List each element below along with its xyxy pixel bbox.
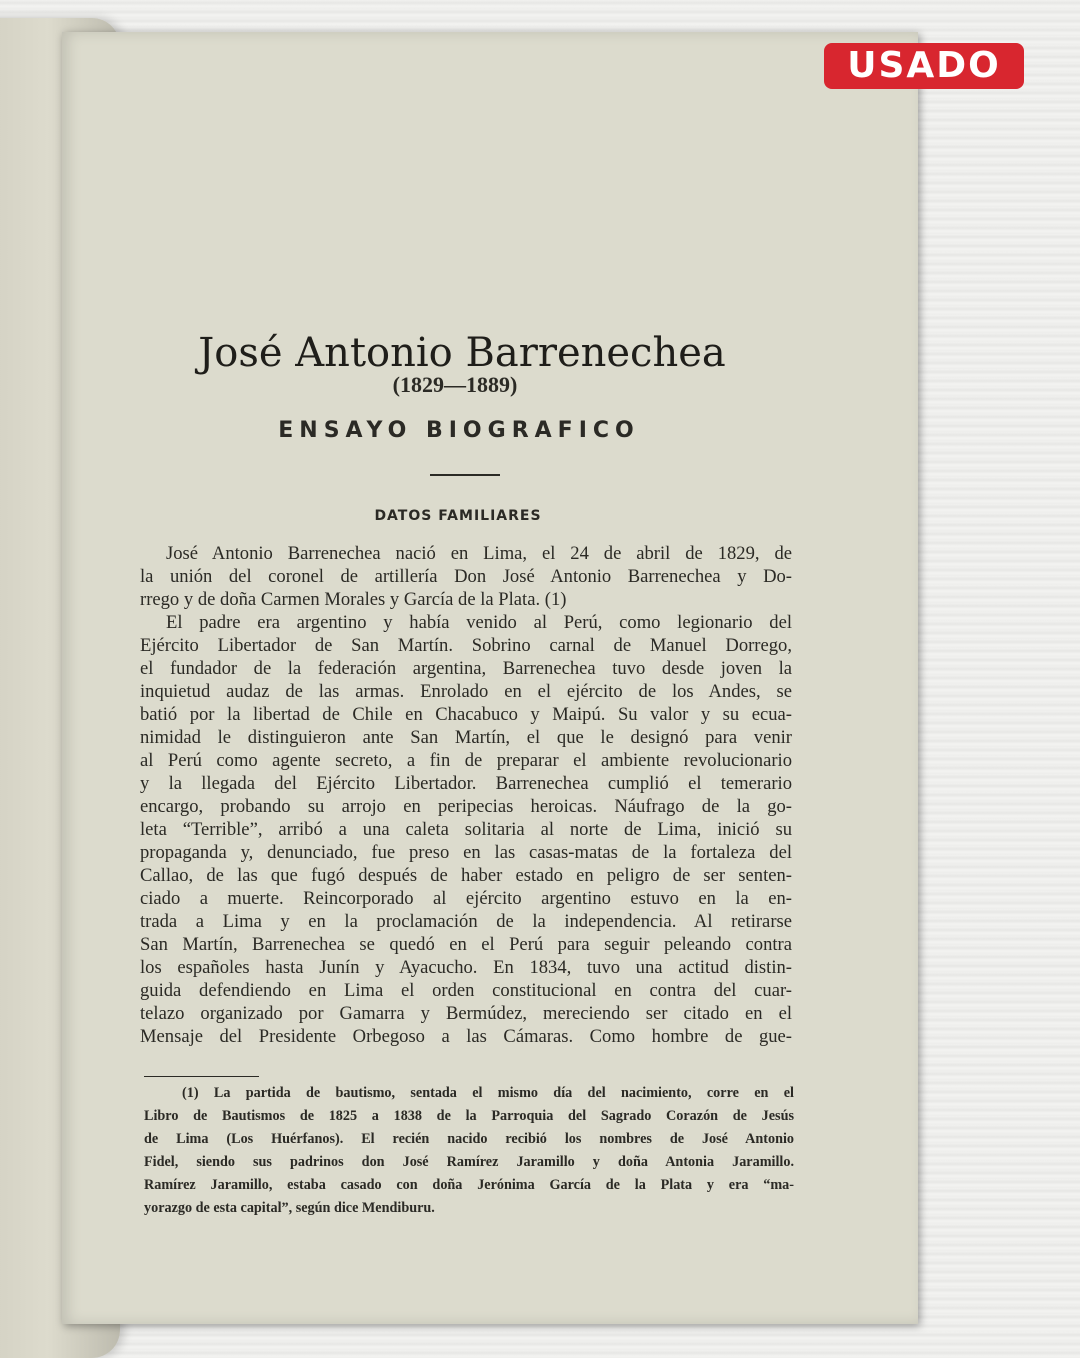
footnote-line: Libro de Bautismos de 1825 a 1838 de la Parroquia del Sagrado Corazón de Jesús (144, 1108, 794, 1124)
book-page (62, 32, 918, 1324)
footnote-line: (1) La partida de bautismo, sentada el mismo día del nacimiento, corre en el (182, 1085, 794, 1101)
footnote-line: Fidel, siendo sus padrinos don José Ramírez Jaramillo y doña Antonia Jaramillo. (144, 1154, 794, 1170)
body-line: y la llegada del Ejército Libertador. Barrenechea cumplió el temerario (140, 773, 792, 794)
subtitle: ENSAYO BIOGRAFICO (278, 418, 640, 443)
body-line: José Antonio Barrenechea nació en Lima, el 24 de abril de 1829, de (166, 543, 792, 564)
body-line: inquietud audaz de las armas. Enrolado en el ejército de los Andes, se (140, 681, 792, 702)
body-line: los españoles hasta Junín y Ayacucho. En 1834, tuvo una actitud distin- (140, 957, 792, 978)
body-line: Mensaje del Presidente Orbegoso a las Cámaras. Como hombre de gue- (140, 1026, 792, 1047)
life-dates: (1829—1889) (392, 372, 518, 397)
footnote-line: yorazgo de esta capital”, según dice Mendiburu. (144, 1200, 435, 1216)
body-line: El padre era argentino y había venido al Perú, como legionario del (166, 612, 792, 633)
body-line: rrego y de doña Carmen Morales y García de la Plata. (1) (140, 589, 567, 610)
body-line: batió por la libertad de Chile en Chacabuco y Maipú. Su valor y su ecua- (140, 704, 792, 725)
body-line: San Martín, Barrenechea se quedó en el Perú para seguir peleando contra (140, 934, 792, 955)
page-title: José Antonio Barrenechea (198, 330, 726, 376)
body-text (140, 542, 792, 1048)
body-line: la unión del coronel de artillería Don José Antonio Barrenechea y Do- (140, 566, 792, 587)
title-divider (430, 474, 500, 476)
body-line: trada a Lima y en la proclamación de la independencia. Al retirarse (140, 911, 792, 932)
footnote-line: Ramírez Jaramillo, estaba casado con doña Jerónima García de la Plata y era “ma- (144, 1177, 794, 1193)
body-line: encargo, probando su arrojo en peripecias heroicas. Náufrago de la go- (140, 796, 792, 817)
section-heading: DATOS FAMILIARES (374, 508, 542, 524)
body-line: Ejército Libertador de San Martín. Sobrino carnal de Manuel Dorrego, (140, 635, 792, 656)
body-line: propaganda y, denunciado, fue preso en las casas-matas de la fortaleza del (140, 842, 792, 863)
body-line: nimidad le distinguieron ante San Martín, el que le designó para venir (140, 727, 792, 748)
body-line: leta “Terrible”, arribó a una caleta solitaria al norte de Lima, inició su (140, 819, 792, 840)
body-line: guida defendiendo en Lima el orden constitucional en contra del cuar- (140, 980, 792, 1001)
footnote (144, 1082, 794, 1220)
body-line: ciado a muerte. Reincorporado al ejército argentino estuvo en la en- (140, 888, 792, 909)
used-condition-badge: USADO (824, 43, 1024, 89)
body-line: telazo organizado por Gamarra y Bermúdez, mereciendo ser citado en el (140, 1003, 792, 1024)
footnote-divider (144, 1076, 259, 1077)
footnote-line: de Lima (Los Huérfanos). El recién nacido recibió los nombres de José Antonio (144, 1131, 794, 1147)
body-line: al Perú como agente secreto, a fin de preparar el ambiente revolucionario (140, 750, 792, 771)
body-line: el fundador de la federación argentina, Barrenechea tuvo desde joven la (140, 658, 792, 679)
body-line: Callao, de las que fugó después de haber estado en peligro de ser senten- (140, 865, 792, 886)
